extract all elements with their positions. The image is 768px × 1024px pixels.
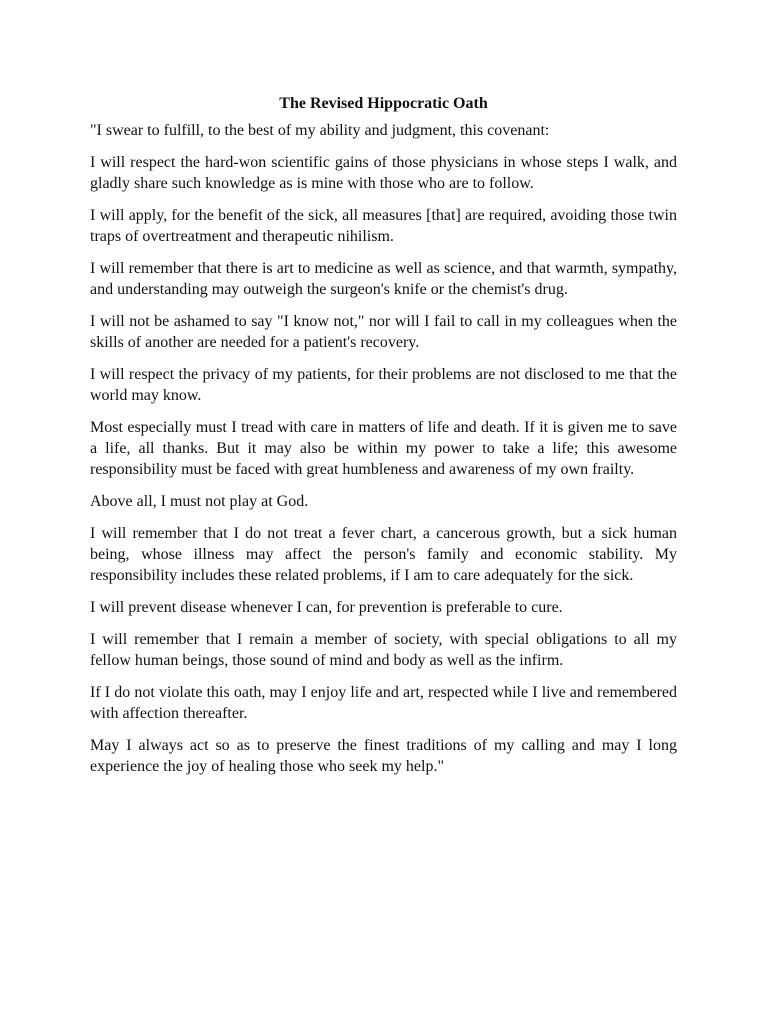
paragraph-covenant: "I swear to fulfill, to the best of my ability and judgment, this covenant: bbox=[90, 122, 550, 139]
paragraph-know-not: I will not be ashamed to say "I know not," nor will I fail to call in my colleagues when the skills of another are needed for a patient's recovery. bbox=[90, 313, 677, 351]
paragraph-traditions: May I always act so as to preserve the finest traditions of my calling and may I long experience the joy of healing those who seek my help." bbox=[90, 737, 677, 775]
document-title: The Revised Hippocratic Oath bbox=[279, 95, 488, 112]
paragraph-prevention: I will prevent disease whenever I can, for prevention is preferable to cure. bbox=[90, 599, 563, 616]
paragraph-society: I will remember that I remain a member of society, with special obligations to all my fellow human beings, those sound of mind and body as well as the infirm. bbox=[90, 631, 677, 669]
paragraph-violate-oath: If I do not violate this oath, may I enjoy life and art, respected while I live and remembered with affection thereafter. bbox=[90, 684, 677, 722]
document-page bbox=[90, 93, 677, 788]
paragraph-life-and-death: Most especially must I tread with care in matters of life and death. If it is given me to save a life, all thanks. But it may also be within my power to take a life; this awesome responsibility must be faced with great humbleness and awareness of my own frailty. bbox=[90, 419, 677, 478]
paragraph-scientific-gains: I will respect the hard-won scientific gains of those physicians in whose steps I walk, and gladly share such knowledge as is mine with those who are to follow. bbox=[90, 154, 677, 192]
paragraph-sick-human-being: I will remember that I do not treat a fever chart, a cancerous growth, but a sick human being, whose illness may affect the person's family and economic stability. My responsibility includes these related problems, if I am to care adequately for the sick. bbox=[90, 525, 677, 584]
paragraph-art-of-medicine: I will remember that there is art to medicine as well as science, and that warmth, sympathy, and understanding may outweigh the surgeon's knife or the chemist's drug. bbox=[90, 260, 677, 298]
paragraph-measures: I will apply, for the benefit of the sick, all measures [that] are required, avoiding those twin traps of overtreatment and therapeutic nihilism. bbox=[90, 207, 677, 245]
paragraph-privacy: I will respect the privacy of my patients, for their problems are not disclosed to me that the world may know. bbox=[90, 366, 677, 404]
paragraph-play-at-god: Above all, I must not play at God. bbox=[90, 493, 309, 510]
